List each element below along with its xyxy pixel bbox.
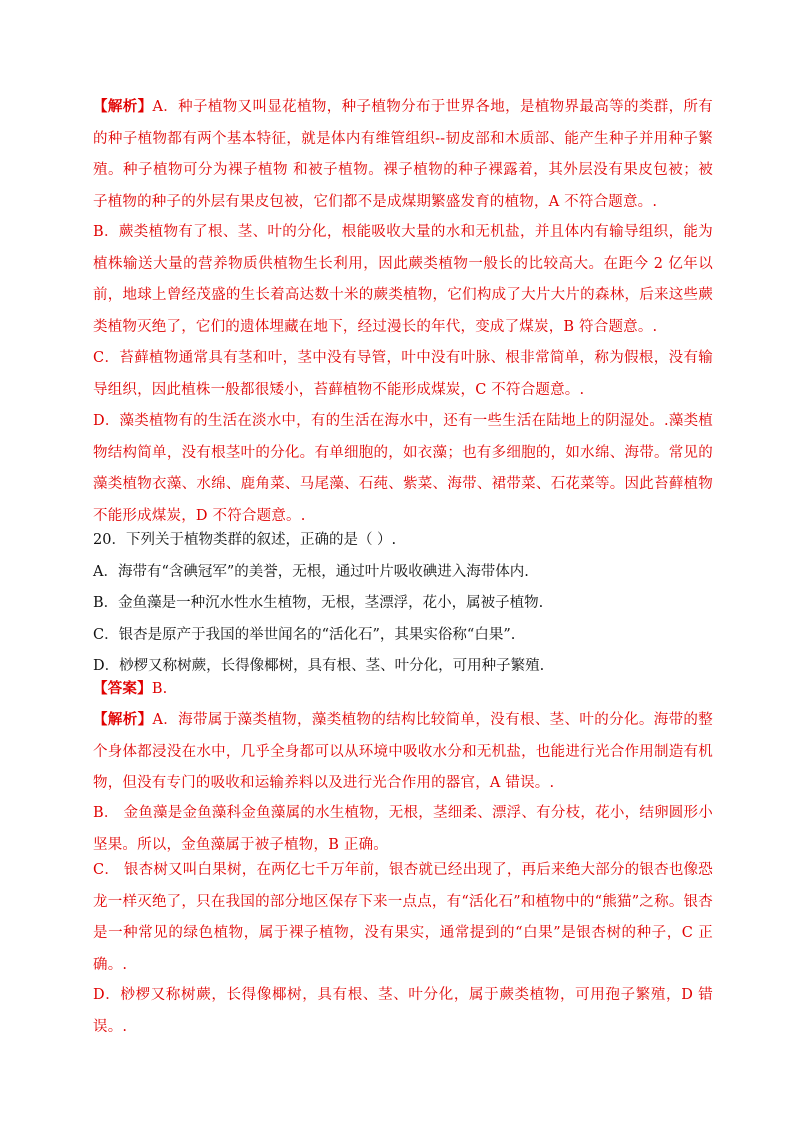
analysis1-paragraph-b: B．蕨类植物有了根、茎、叶的分化，根能吸收大量的水和无机盐，并且体内有输导组织，能为植株输送大量的营养物质供植物生长利用，因此蕨类植物一般长的比较高大。在距今 2 亿年以前，地球上曾经茂盛的生长着高达数十米的蕨类植物，它们构成了大片大片的森林，后来这些蕨类植物灭绝了，它们的遗体埋藏在地下，经过漫长的年代，变成了煤炭，B 符合题意。. bbox=[93, 224, 713, 335]
analysis2-paragraph-c: C． 银杏树又叫白果树，在两亿七千万年前，银杏就已经出现了，再后来绝大部分的银杏也像恐龙一样灭绝了，只在我国的部分地区保存下来一点点，有“活化石”和植物中的“熊猫”之称。银杏是一种常见的绿色植物，属于裸子植物，没有果实，通常提到的“白果”是银杏树的种子，C 正确。. bbox=[93, 862, 713, 973]
analysis1-paragraph-d: D．藻类植物有的生活在淡水中，有的生活在海水中，还有一些生活在陆地上的阴湿处。.藻类植物结构简单，没有根茎叶的分化。有单细胞的，如衣藻；也有多细胞的，如水绵、海带。常见的藻类植物衣藻、水绵、鹿角菜、马尾藻、石莼、紫菜、海带、裙带菜、石花菜等。因此苔藓植物不能形成煤炭，D 不符合题意。. bbox=[93, 413, 713, 524]
analysis1-paragraph-c: C．苔藓植物通常具有茎和叶，茎中没有导管，叶中没有叶脉、根非常简单，称为假根，没有输导组织，因此植株一般都很矮小，苔藓植物不能形成煤炭，C 不符合题意。. bbox=[93, 350, 713, 398]
analysis-tag: 【解析】 bbox=[93, 711, 153, 728]
analysis1-a-text: A．种子植物又叫显花植物，种子植物分布于世界各地，是植物界最高等的类群，所有的种子植物都有两个基本特征，就是体内有维管组织--韧皮部和木质部、能产生种子并用种子繁殖。种子植物可分为裸子植物 和被子植物。裸子植物的种子裸露着，其外层没有果皮包被；被子植物的种子的外层有果皮包被，它们都不是成煤期繁盛发育的植物，A 不符合题意。. bbox=[93, 99, 713, 210]
analysis-tag: 【解析】 bbox=[93, 98, 153, 115]
analysis2-paragraph-b: B． 金鱼藻是金鱼藻科金鱼藻属的水生植物，无根，茎细柔、漂浮、有分枝，花小，结卵圆形小坚果。所以，金鱼藻属于被子植物，B 正确。 bbox=[93, 805, 713, 853]
analysis2-paragraph-d: D．桫椤又称树蕨，长得像椰树，具有根、茎、叶分化，属于蕨类植物，可用孢子繁殖，D 错误。. bbox=[93, 987, 713, 1035]
question-option-c: C．银杏是原产于我国的举世闻名的“活化石”，其果实俗称“白果”. bbox=[93, 627, 516, 643]
question-option-d: D．桫椤又称树蕨，长得像椰树，具有根、茎、叶分化，可用种子繁殖. bbox=[93, 658, 545, 674]
answer-value: B. bbox=[151, 681, 168, 697]
question-option-b: B．金鱼藻是一种沉水性水生植物，无根，茎漂浮，花小，属被子植物. bbox=[93, 595, 544, 611]
analysis2-paragraph-a bbox=[93, 704, 713, 800]
question-stem: 20．下列关于植物类群的叙述，正确的是（ ）. bbox=[93, 532, 397, 548]
analysis1-paragraph-a bbox=[93, 91, 713, 218]
answer-tag: 【答案】 bbox=[93, 680, 152, 697]
question-option-a: A．海带有“含碘冠军”的美誉，无根，通过叶片吸收碘进入海带体内. bbox=[93, 564, 529, 580]
answer-line bbox=[93, 673, 713, 706]
analysis2-a-text: A．海带属于藻类植物，藻类植物的结构比较简单，没有根、茎、叶的分化。海带的整个身体都浸没在水中，几乎全身都可以从环境中吸收水分和无机盐，也能进行光合作用制造有机物，但没有专门的吸收和运输养料以及进行光合作用的器官，A 错误。. bbox=[93, 712, 713, 792]
